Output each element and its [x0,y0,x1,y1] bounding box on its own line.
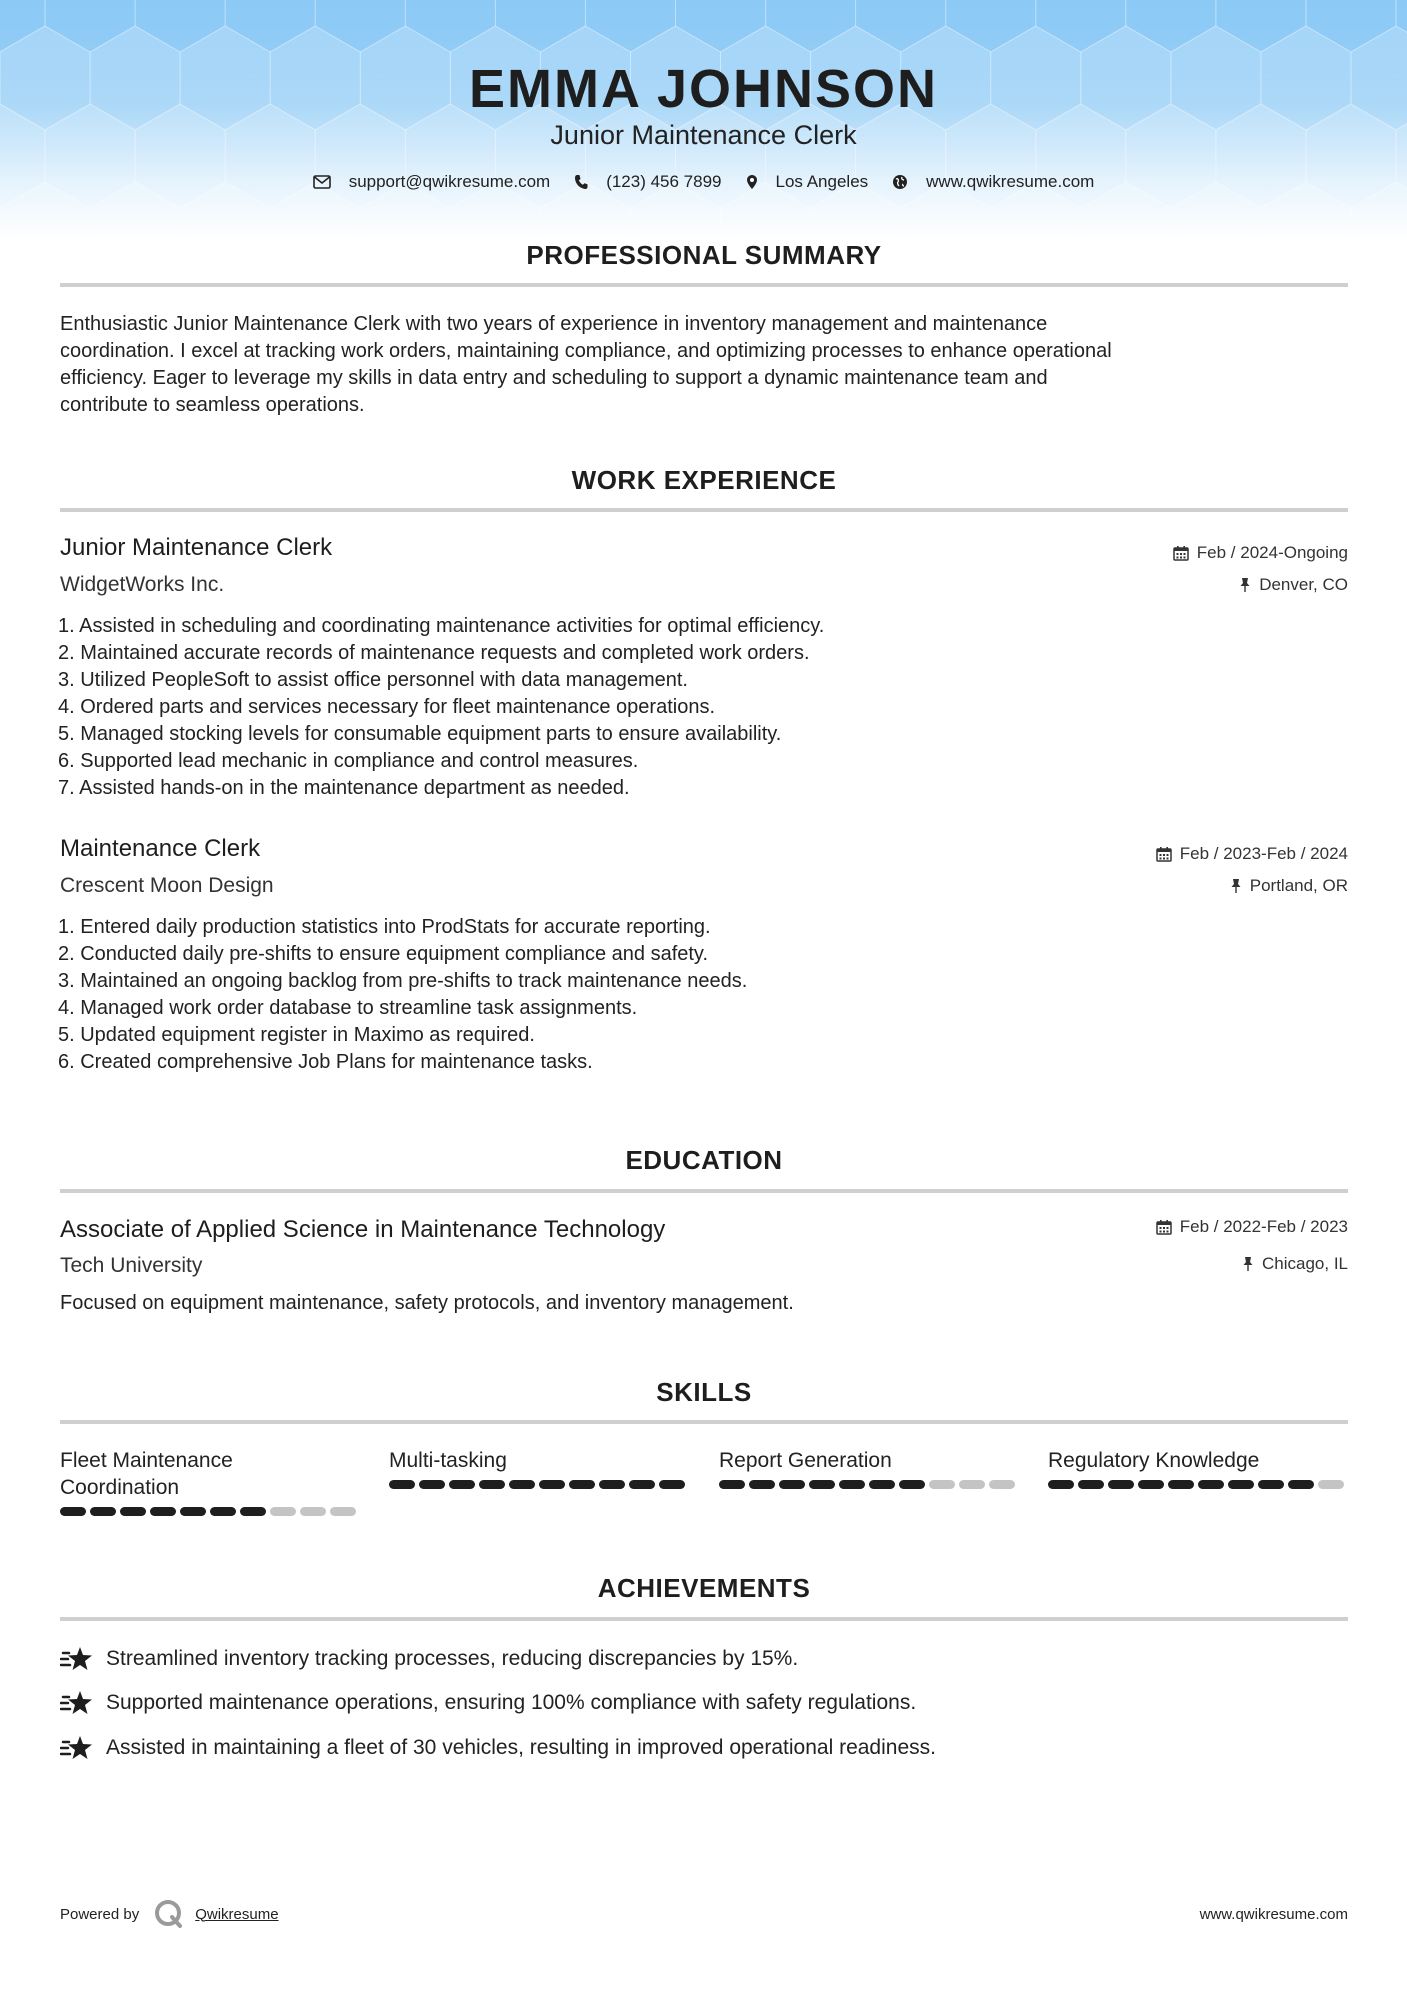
skill-level-segment [210,1507,236,1516]
skill-item [389,1447,691,1489]
skill-level-segment [150,1507,176,1516]
skill-name: Fleet Maintenance [60,1449,233,1472]
skill-name: Coordination [60,1476,180,1499]
list-item: 4. Managed work order database to streamline task assignments. [58,997,638,1019]
job-company: Crescent Moon Design [60,874,274,897]
education-dates-text: Feb / 2022-Feb / 2023 [1179,1217,1348,1236]
list-item: 3. Maintained an ongoing backlog from pre-shifts to track maintenance needs. [58,970,748,992]
job-title: Maintenance Clerk [60,835,261,862]
skill-level-segment [1138,1480,1164,1489]
skill-level-segment [1168,1480,1194,1489]
skill-level-bar [60,1507,362,1516]
candidate-role: Junior Maintenance Clerk [550,120,857,150]
achievements-divider [60,1617,1348,1621]
skill-level-segment [869,1480,895,1489]
skill-level-segment [1078,1480,1104,1489]
education-degree: Associate of Applied Science in Maintenance Technology [60,1216,666,1243]
skill-level-segment [749,1480,775,1489]
contact-email-text: support@qwikresume.com [348,172,551,191]
skill-level-segment [120,1507,146,1516]
job-title: Junior Maintenance Clerk [60,534,333,561]
skill-level-segment [389,1480,415,1489]
achievements-heading: ACHIEVEMENTS [597,1573,811,1603]
education-heading: EDUCATION [625,1145,783,1175]
job-location [1239,575,1348,595]
skill-level-segment [449,1480,475,1489]
skill-level-segment [629,1480,655,1489]
education-school: Tech University [60,1254,203,1277]
summary-line: contribute to seamless operations. [60,394,365,416]
resume-header [0,0,1407,240]
job-dates [1156,844,1348,864]
achievement-item [60,1689,916,1717]
skill-name: Multi-tasking [389,1449,507,1472]
achievement-item [60,1734,936,1762]
list-item: 2. Maintained accurate records of maintenance requests and completed work orders. [58,642,810,664]
skill-level-segment [989,1480,1015,1489]
achievement-item [60,1645,798,1673]
education-divider [60,1189,1348,1193]
job-location [1230,876,1348,896]
skill-level-segment [1318,1480,1344,1489]
skill-level-segment [1288,1480,1314,1489]
job-bullets [58,613,824,802]
skill-level-segment [479,1480,505,1489]
achievement-text: Streamlined inventory tracking processes, reducing discrepancies by 15%. [106,1647,799,1670]
pushpin-icon [1242,1256,1254,1272]
contact-website[interactable] [892,172,1094,192]
skill-level-segment [1048,1480,1074,1489]
skills-heading: SKILLS [656,1377,752,1407]
powered-by-label: Powered by [60,1905,140,1923]
skill-level-segment [659,1480,685,1489]
skill-level-bar [719,1480,1021,1489]
skill-level-segment [599,1480,625,1489]
candidate-name: EMMA JOHNSON [468,59,939,119]
job-location-text: Portland, OR [1249,876,1348,895]
skill-level-bar [389,1480,691,1489]
experience-divider [60,508,1348,512]
achievement-text: Supported maintenance operations, ensuring 100% compliance with safety regulations. [106,1691,917,1714]
education-location-text: Chicago, IL [1262,1254,1348,1273]
job-dates-text: Feb / 2023-Feb / 2024 [1179,844,1348,863]
skill-level-segment [899,1480,925,1489]
skill-level-segment [929,1480,955,1489]
list-item: 1. Assisted in scheduling and coordinating maintenance activities for optimal efficiency. [58,615,825,637]
contact-location [746,172,869,192]
education-dates [1156,1217,1348,1237]
skill-level-segment [779,1480,805,1489]
star-hand-icon [60,1734,94,1762]
list-item: 3. Utilized PeopleSoft to assist office personnel with data management. [58,669,688,691]
education-description: Focused on equipment maintenance, safety protocols, and inventory management. [60,1292,794,1314]
list-item: 5. Managed stocking levels for consumable equipment parts to ensure availability. [58,723,782,745]
summary-text [60,311,1348,419]
skill-level-segment [60,1507,86,1516]
skill-level-segment [419,1480,445,1489]
skill-item [1048,1447,1350,1489]
skill-item [719,1447,1021,1489]
job-location-text: Denver, CO [1259,575,1348,594]
job-dates-text: Feb / 2024-Ongoing [1196,543,1348,562]
job-company: WidgetWorks Inc. [60,573,225,596]
star-hand-icon [60,1689,94,1717]
summary-divider [60,283,1348,287]
achievement-text: Assisted in maintaining a fleet of 30 vehicles, resulting in improved operational readiness. [106,1736,936,1759]
list-item: 7. Assisted hands-on in the maintenance department as needed. [58,777,630,799]
contact-phone[interactable] [574,172,721,192]
contact-location-text: Los Angeles [775,172,869,191]
skill-level-segment [509,1480,535,1489]
skill-level-segment [300,1507,326,1516]
skill-level-segment [1108,1480,1134,1489]
job-bullets [58,914,747,1076]
summary-heading: PROFESSIONAL SUMMARY [526,240,882,270]
footer-powered-by [60,1898,279,1930]
qwikresume-logo-icon[interactable] [153,1898,185,1930]
footer-website[interactable]: www.qwikresume.com [1199,1906,1348,1923]
contact-website-text: www.qwikresume.com [926,172,1095,191]
globe-icon [892,174,908,190]
skill-name: Regulatory Knowledge [1048,1449,1260,1472]
calendar-icon [1156,846,1172,862]
skill-level-segment [330,1507,356,1516]
skill-level-segment [90,1507,116,1516]
education-location [1242,1254,1348,1274]
contact-email[interactable] [313,172,551,192]
skills-divider [60,1420,1348,1424]
qwikresume-link[interactable]: Qwikresume [195,1905,279,1923]
map-pin-icon [746,174,758,190]
list-item: 4. Ordered parts and services necessary for fleet maintenance operations. [58,696,716,718]
skill-level-segment [839,1480,865,1489]
skill-level-segment [719,1480,745,1489]
skill-level-segment [1228,1480,1254,1489]
skill-level-bar [1048,1480,1350,1489]
list-item: 2. Conducted daily pre-shifts to ensure equipment compliance and safety. [58,943,708,965]
summary-line: efficiency. Eager to leverage my skills in data entry and scheduling to support a dynamic maintenance team and [60,367,1048,389]
pushpin-icon [1239,577,1251,593]
calendar-icon [1156,1219,1172,1235]
pushpin-icon [1230,878,1242,894]
skill-level-segment [1198,1480,1224,1489]
skill-level-segment [1258,1480,1284,1489]
contact-bar [0,172,1407,192]
skill-level-segment [959,1480,985,1489]
envelope-icon [313,175,331,189]
skill-level-segment [569,1480,595,1489]
list-item: 5. Updated equipment register in Maximo as required. [58,1024,535,1046]
list-item: 1. Entered daily production statistics into ProdStats for accurate reporting. [58,916,711,938]
skill-item [60,1447,362,1516]
experience-heading: WORK EXPERIENCE [571,465,837,495]
job-dates [1173,543,1348,563]
list-item: 6. Supported lead mechanic in compliance and control measures. [58,750,639,772]
skill-name: Report Generation [719,1449,892,1472]
skill-level-segment [539,1480,565,1489]
contact-phone-text: (123) 456 7899 [606,172,722,191]
skill-level-segment [809,1480,835,1489]
skill-level-segment [240,1507,266,1516]
phone-icon [574,174,588,190]
summary-line: coordination. I excel at tracking work orders, maintaining compliance, and optimizing processes to enhance operational [60,340,1112,362]
skill-level-segment [180,1507,206,1516]
summary-line: Enthusiastic Junior Maintenance Clerk with two years of experience in inventory management and maintenance [60,313,1048,335]
calendar-icon [1173,545,1189,561]
skill-level-segment [270,1507,296,1516]
list-item: 6. Created comprehensive Job Plans for maintenance tasks. [58,1051,593,1073]
star-hand-icon [60,1645,94,1673]
